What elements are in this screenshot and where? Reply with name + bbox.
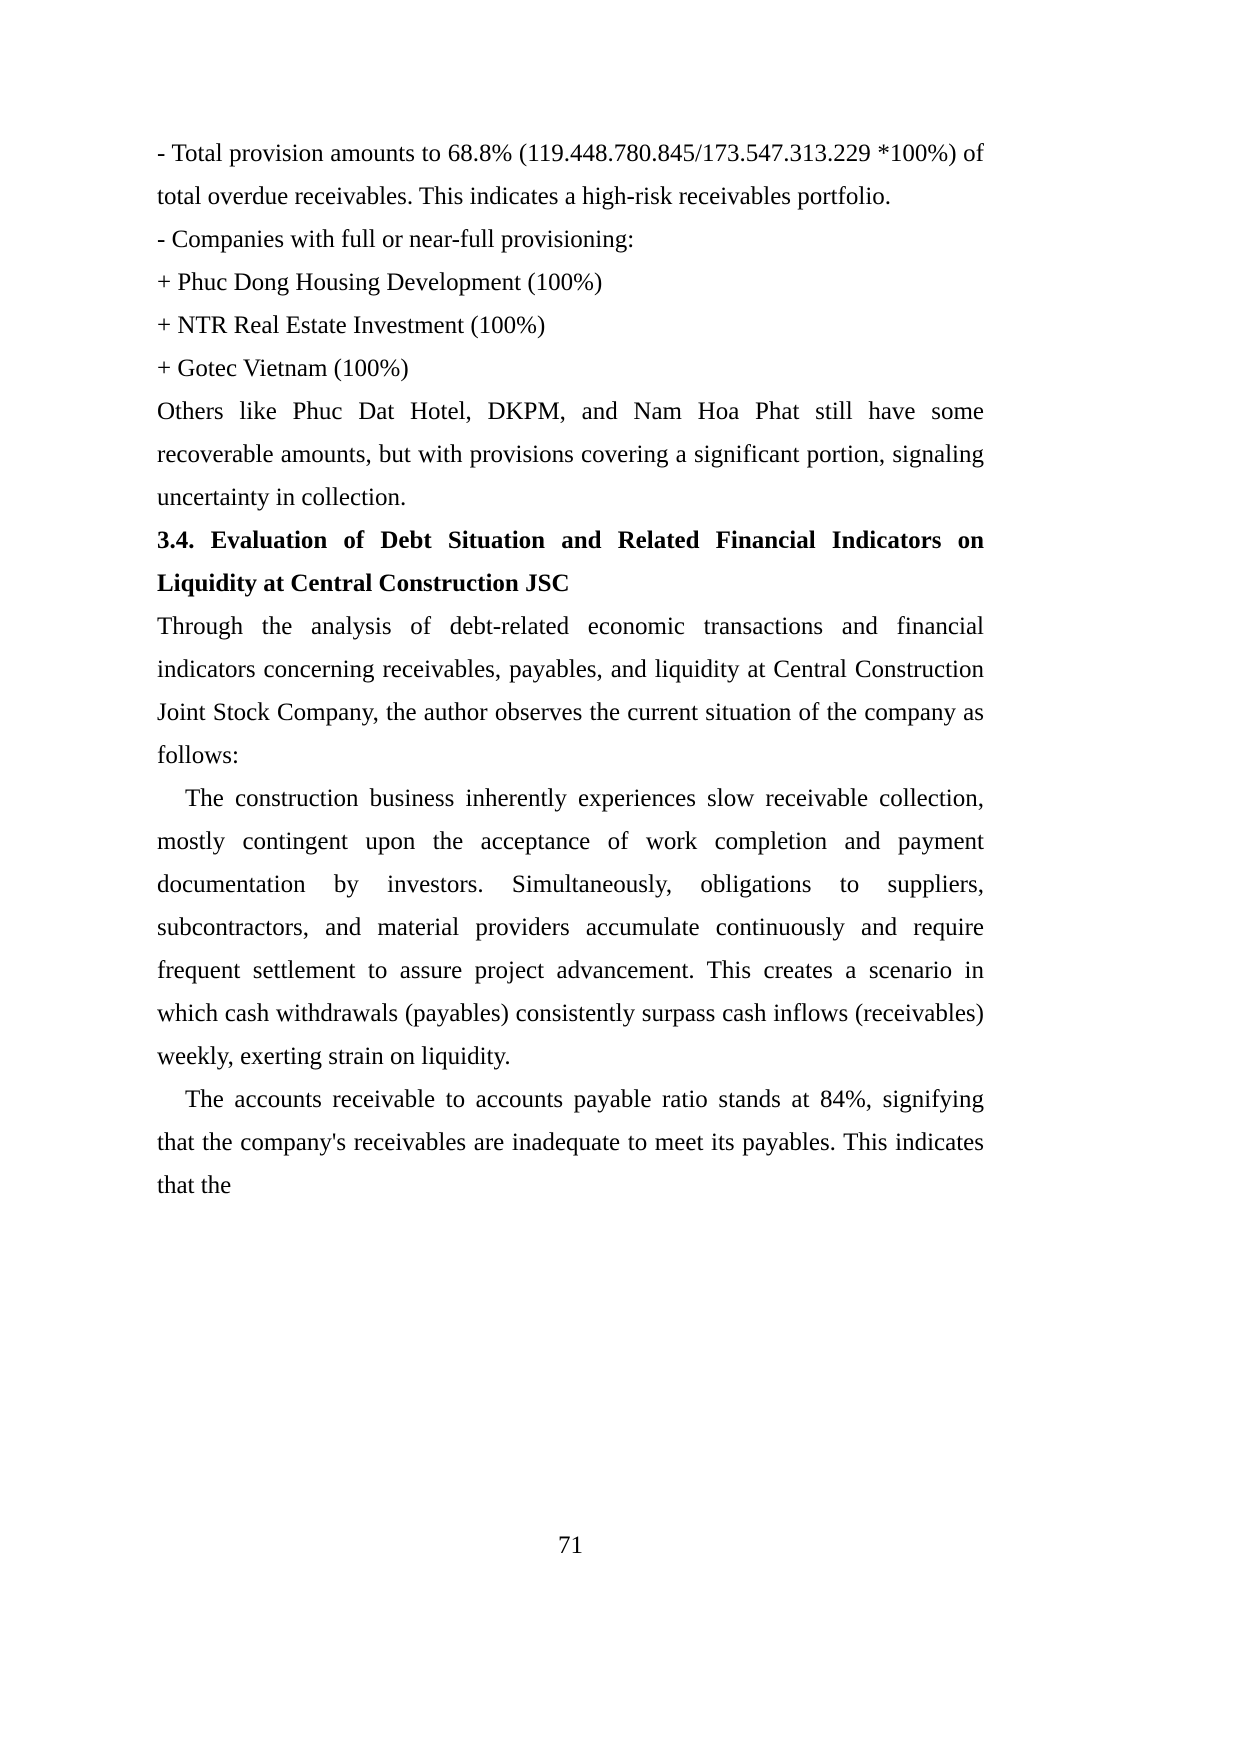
- list-item-phuc-dong: + Phuc Dong Housing Development (100%): [157, 269, 603, 296]
- page-body: [157, 132, 984, 1207]
- paragraph-construction-business: The construction business inherently experiences slow receivable collection, mostly contingent upon the acceptance of work completion and payment documentation by investors. Simultaneously, obligations to suppliers, subcontractors, and material providers accumulate continuously and require frequent settlement to assure project advancement. This creates a scenario in which cash withdrawals (payables) consistently surpass cash inflows (receivables) weekly, exerting strain on liquidity.: [157, 785, 984, 1070]
- paragraph-total-provision: - Total provision amounts to 68.8% (119.448.780.845/173.547.313.229 *100%) of total overdue receivables. This indicates a high-risk receivables portfolio.: [157, 140, 984, 210]
- list-item-gotec: + Gotec Vietnam (100%): [157, 355, 409, 382]
- paragraph-companies-provisioning: - Companies with full or near-full provisioning:: [157, 226, 635, 253]
- paragraph-through-analysis: Through the analysis of debt-related economic transactions and financial indicators concerning receivables, payables, and liquidity at Central Construction Joint Stock Company, the author observes the current situation of the company as follows:: [157, 613, 984, 769]
- section-heading-3-4: 3.4. Evaluation of Debt Situation and Related Financial Indicators on Liquidity at Central Construction JSC: [157, 527, 984, 597]
- list-item-ntr: + NTR Real Estate Investment (100%): [157, 312, 546, 339]
- paragraph-ar-ap-ratio: The accounts receivable to accounts payable ratio stands at 84%, signifying that the company's receivables are inadequate to meet its payables. This indicates that the: [157, 1086, 984, 1199]
- paragraph-others-recoverable: Others like Phuc Dat Hotel, DKPM, and Nam Hoa Phat still have some recoverable amounts, but with provisions covering a significant portion, signaling uncertainty in collection.: [157, 398, 984, 511]
- page-number: 71: [558, 1532, 583, 1559]
